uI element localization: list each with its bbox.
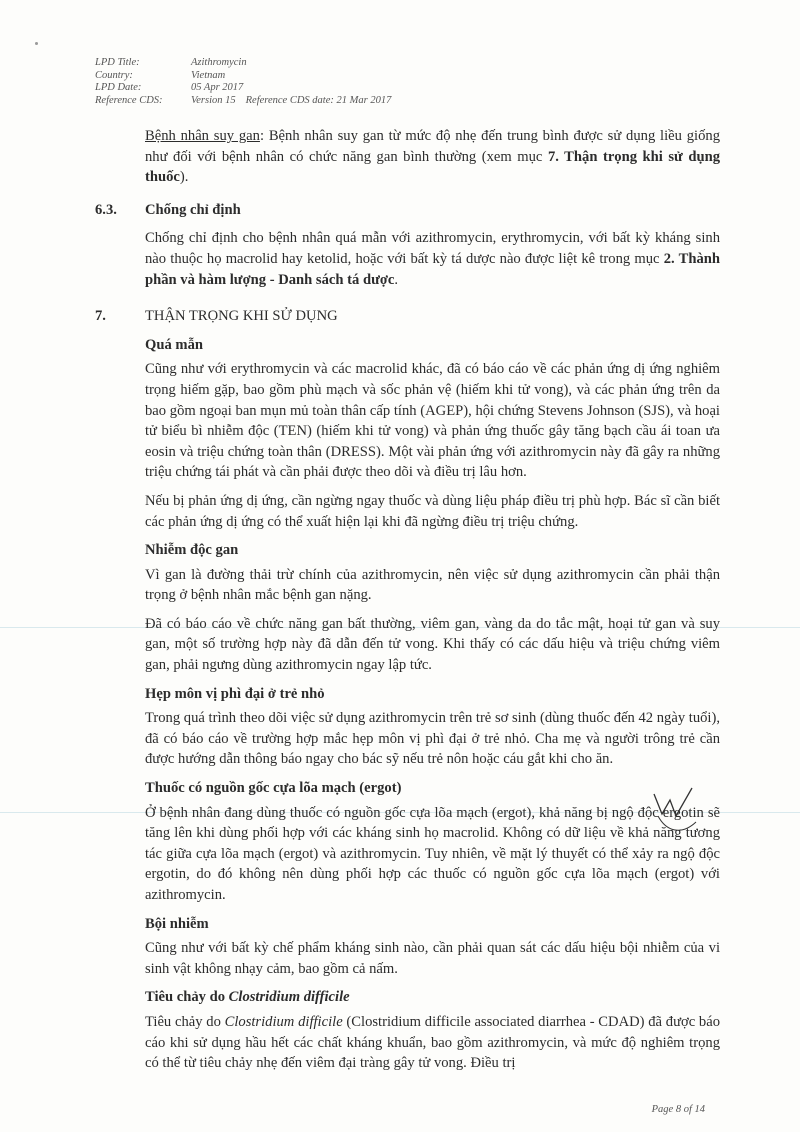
superinfection-paragraph: Cũng như với bất kỳ chế phẩm kháng sinh nào, cần phải quan sát các dấu hiệu bội nhiễm của vi sinh vật không nhạy cảm, bao gồm cả nấm. xyxy=(145,940,720,977)
document-body xyxy=(95,126,720,1082)
lpd-date-label: LPD Date: xyxy=(95,82,142,93)
cdad-text-rest: (Clostridium difficile associated diarrhea - CDAD) đã được báo cáo khi sử dụng hầu hết các chất kháng khuẩn, bao gồm azithromycin, và mức độ nghiêm trọng có thể từ tiêu chảy nhẹ đến viêm đại tràng gây tử vong. Điều trị xyxy=(145,1013,720,1072)
hepatotoxicity-paragraph-2: Đã có báo cáo về chức năng gan bất thường, viêm gan, vàng da do tắc mật, hoại tử gan và suy gan, một số trường hợp này đã dẫn đến tử vong. Khi thấy có các dấu hiệu và triệu chứng viêm gan, phải ngưng dùng azithromycin ngay lập tức. xyxy=(145,615,720,674)
hypersensitivity-paragraph-1: Cũng như với erythromycin và các macrolid khác, đã có báo cáo về các phản ứng dị ứng nghiêm trọng hiếm gặp, bao gồm phù mạch và sốc phản vệ (hiếm khi tử vong), và các phản ứng trên da bao gồm ngoại ban mụn mủ toàn thân cấp tính (AGEP), hội chứng Stevens Johnson (SJS), và hoại tử biểu bì nhiễm độc (TEN) (hiếm khi tử vong) và phản ứng thuốc gây tăng bạch cầu ái toan ưa eosin và triệu chứng toàn thân (DRESS). Một vài phản ứng với azithromycin này đã gây ra những triệu chứng tái phát và cần phải được theo dõi và điều trị lâu hơn. xyxy=(145,361,720,481)
hepatic-text: : Bệnh nhân suy gan từ mức độ nhẹ đến trung bình được sử dụng liều giống như đối với bệnh nhân có chức năng gan bình thường (xem mục xyxy=(145,128,720,165)
handwritten-signature-icon xyxy=(636,786,706,846)
cdad-title-organism: Clostridium difficile xyxy=(228,989,350,1006)
section-title: Chống chỉ định xyxy=(145,201,241,218)
cdad-title-text: Tiêu chảy do xyxy=(145,989,229,1006)
contraindications-paragraph xyxy=(145,228,720,290)
subheading-hepatotoxicity: Nhiễm độc gan xyxy=(145,542,239,559)
cdad-organism: Clostridium difficile xyxy=(224,1013,343,1030)
page-number: Page 8 of 14 xyxy=(651,1104,705,1115)
subheading-hypersensitivity: Quá mẫn xyxy=(145,336,203,353)
contraindications-reference: 2. Thành phần và hàm lượng - Danh sách tá dược xyxy=(145,250,720,288)
contraindications-text-end: . xyxy=(394,271,399,288)
hepatic-impairment-paragraph xyxy=(145,126,720,188)
country-value: Vietnam xyxy=(191,69,226,81)
ihps-paragraph: Trong quá trình theo dõi việc sử dụng azithromycin trên trẻ sơ sinh (dùng thuốc đến 42 ngày tuổi), đã có báo cáo về trường hợp mắc hẹp môn vị phì đại ở trẻ nhỏ. Cha mẹ và người trông trẻ cần được hướng dẫn thông báo ngay cho bác sỹ nếu trẻ nôn hoặc cáu gắt khi cho ăn. xyxy=(145,710,720,768)
lpd-date-value: 05 Apr 2017 xyxy=(191,82,244,93)
scan-speck xyxy=(35,42,38,45)
section-heading-6-3 xyxy=(95,200,720,221)
hepatic-text-end: ). xyxy=(179,169,189,186)
subheading-ergot: Thuốc có nguồn gốc cựa lõa mạch (ergot) xyxy=(145,780,402,797)
reference-cds-version: Version 15 xyxy=(191,94,236,106)
section-heading-7 xyxy=(95,306,720,327)
country-label: Country: xyxy=(95,69,133,81)
cdad-paragraph xyxy=(145,1012,720,1074)
subheading-superinfection: Bội nhiễm xyxy=(145,915,209,932)
subheading-ihps: Hẹp môn vị phì đại ở trẻ nhỏ xyxy=(145,685,325,702)
hepatic-reference: 7. Thận trọng khi sử dụng thuốc xyxy=(145,148,721,186)
contraindications-text: Chống chỉ định cho bệnh nhân quá mẫn với azithromycin, erythromycin, với bất kỳ kháng sinh nào thuộc họ macrolid hay ketolid, hoặc với bất kỳ tá dược nào được liệt kê trong mục xyxy=(145,230,720,267)
section-title: THẬN TRỌNG KHI SỬ DỤNG xyxy=(145,308,338,325)
hepatotoxicity-paragraph-1: Vì gan là đường thải trừ chính của azithromycin, nên việc sử dụng azithromycin cần phải thận trọng ở bệnh nhân mắc bệnh gan nặng. xyxy=(145,566,720,604)
ergot-paragraph: Ở bệnh nhân đang dùng thuốc có nguồn gốc cựa lõa mạch (ergot), khả năng bị ngộ độc ergotin sẽ tăng lên khi dùng phối hợp với các kháng sinh họ macrolid. Không có dữ liệu về khả năng tương tác giữa cựa lõa mạch (ergot) và azithromycin. Tuy nhiên, về mặt lý thuyết có thể xảy ra ngộ độc ergotin, do đó không nên dùng phối hợp các thuốc có nguồn gốc cựa lõa mạch (ergot) với azithromycin. xyxy=(145,804,720,903)
hepatic-impairment-label: Bệnh nhân suy gan xyxy=(145,128,260,144)
cdad-text: Tiêu chảy do xyxy=(145,1013,225,1030)
document-header xyxy=(95,57,391,107)
lpd-title-label: LPD Title: xyxy=(95,57,140,68)
lpd-title-value: Azithromycin xyxy=(191,57,247,68)
reference-cds-date: Reference CDS date: 21 Mar 2017 xyxy=(245,94,392,106)
reference-cds-label: Reference CDS: xyxy=(95,94,163,106)
hypersensitivity-paragraph-2: Nếu bị phản ứng dị ứng, cần ngừng ngay thuốc và dùng liệu pháp điều trị phù hợp. Bác sĩ cần biết các phản ứng dị ứng có thể xuất hiện lại khi đã ngừng điều trị triệu chứng. xyxy=(145,492,720,530)
subheading-cdad xyxy=(145,987,720,1008)
section-number: 7. xyxy=(95,308,106,325)
section-number: 6.3. xyxy=(95,201,117,218)
